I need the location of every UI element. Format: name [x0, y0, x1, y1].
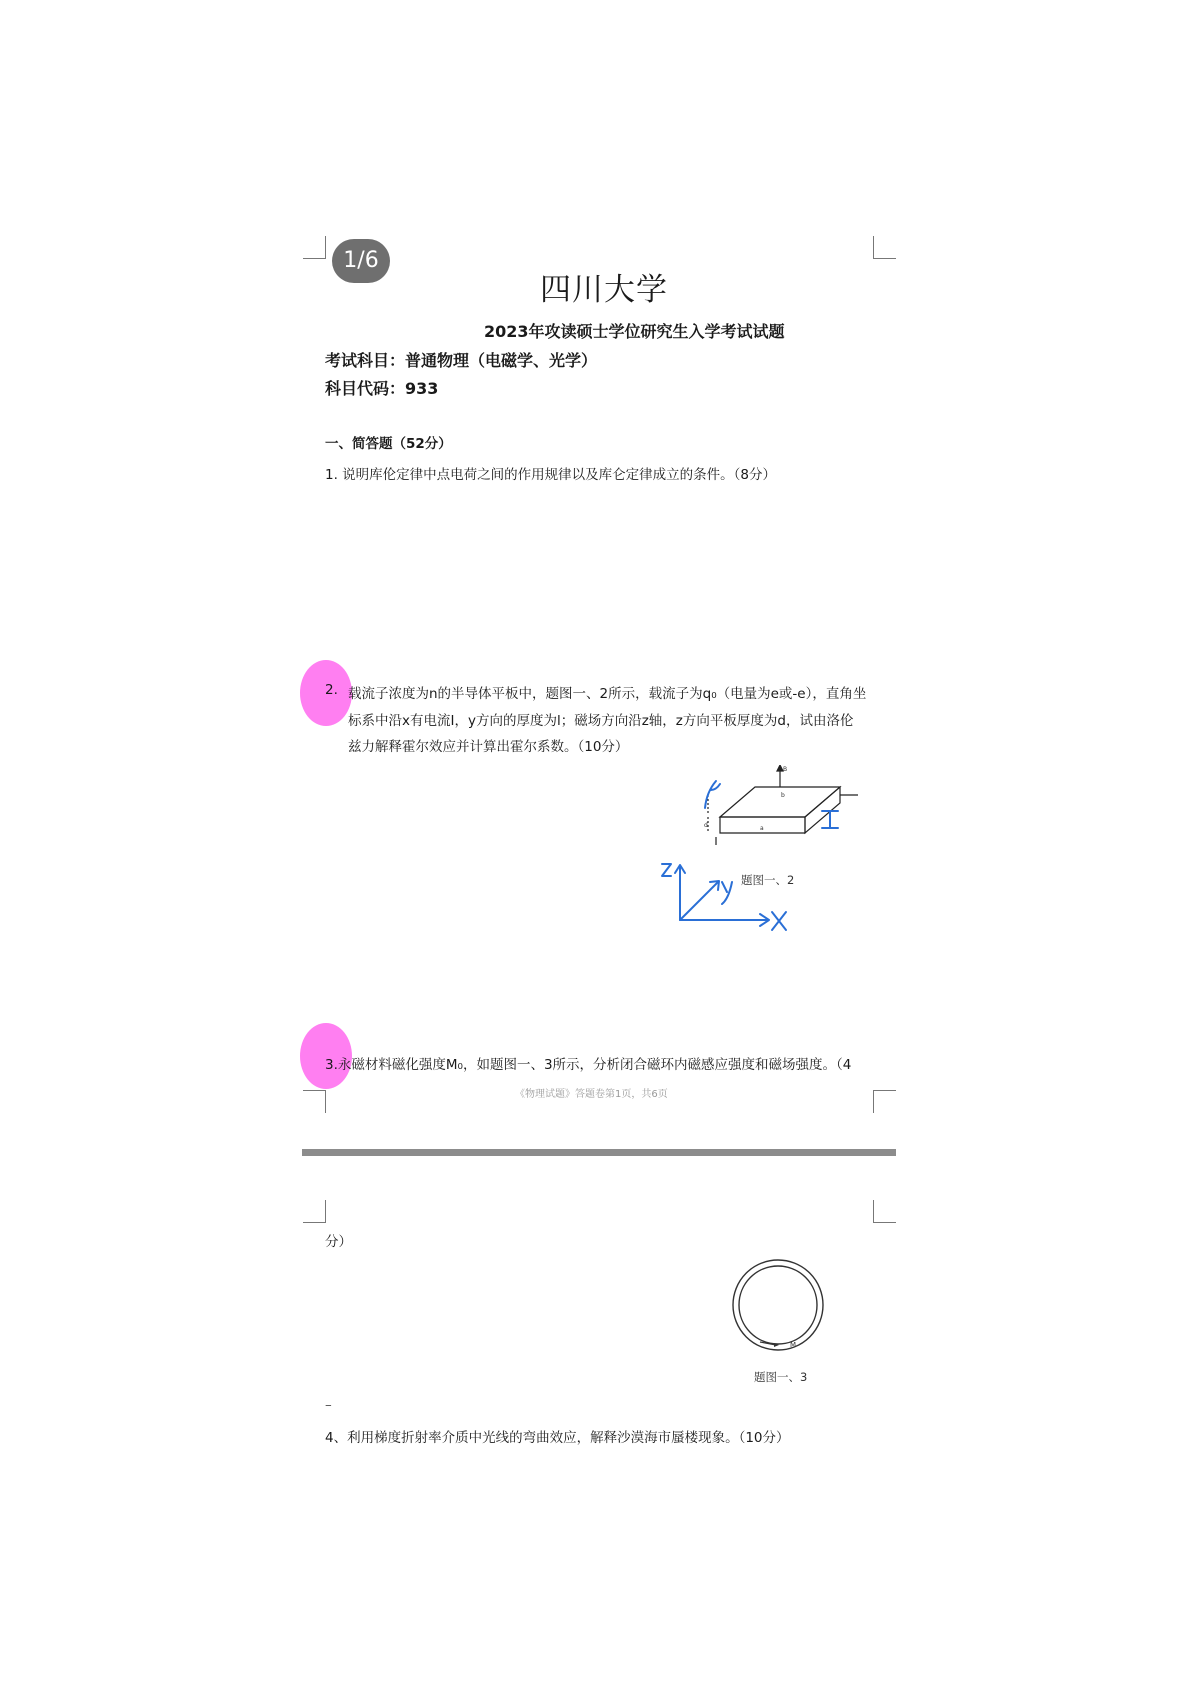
exam-subtitle: 2023年攻读硕士学位研究生入学考试试题	[484, 322, 785, 341]
question-2-line-1: 载流子浓度为n的半导体平板中，题图一、2所示，载流子为q₀（电量为e或-e），直角坐	[348, 686, 867, 702]
page-divider	[302, 1149, 896, 1156]
crop-mark	[303, 236, 326, 259]
exam-subject: 考试科目：普通物理（电磁学、光学）	[325, 351, 598, 370]
question-2-line-3: 兹力解释霍尔效应并计算出霍尔系数。（10分）	[348, 739, 629, 755]
svg-text:a: a	[760, 825, 764, 832]
svg-text:B: B	[783, 766, 788, 773]
svg-text:d: d	[704, 822, 708, 829]
question-2-line-2: 标系中沿x有电流I，y方向的厚度为l；磁场方向沿z轴，z方向平板厚度为d，试由洛伦	[348, 713, 854, 729]
crop-mark	[303, 1200, 326, 1223]
handwritten-l-label	[700, 778, 724, 812]
subject-code: 科目代码：933	[325, 379, 439, 398]
page-indicator-badge[interactable]: 1/6	[332, 239, 390, 283]
crop-mark	[873, 1200, 896, 1223]
figure-2-caption: 题图一、2	[741, 873, 795, 887]
crop-mark	[873, 1090, 896, 1113]
handwritten-axes-sketch	[658, 858, 808, 938]
stray-dash: –	[325, 1397, 332, 1413]
section-heading: 一、简答题（52分）	[325, 436, 452, 452]
page-footer: 《物理试题》答题卷第1页，共6页	[515, 1089, 668, 1100]
crop-mark	[873, 236, 896, 259]
magnetic-ring-figure	[728, 1255, 828, 1355]
question-3-continuation: 分）	[325, 1234, 352, 1250]
handwritten-I-label	[819, 808, 841, 832]
question-3-line-1: 3.永磁材料磁化强度M₀，如题图一、3所示，分析闭合磁环内磁感应强度和磁场强度。（4	[325, 1057, 852, 1073]
question-2-number: 2.	[325, 682, 338, 698]
svg-text:b: b	[781, 792, 785, 799]
question-4: 4、利用梯度折射率介质中光线的弯曲效应，解释沙漠海市蜃楼现象。（10分）	[325, 1430, 790, 1446]
svg-text:M: M	[790, 1341, 797, 1349]
university-title: 四川大学	[540, 272, 668, 308]
exam-page-2	[302, 1165, 895, 1560]
crop-mark	[303, 1090, 326, 1113]
question-1: 1. 说明库伦定律中点电荷之间的作用规律以及库仑定律成立的条件。（8分）	[325, 467, 777, 483]
figure-3-caption: 题图一、3	[754, 1370, 808, 1384]
